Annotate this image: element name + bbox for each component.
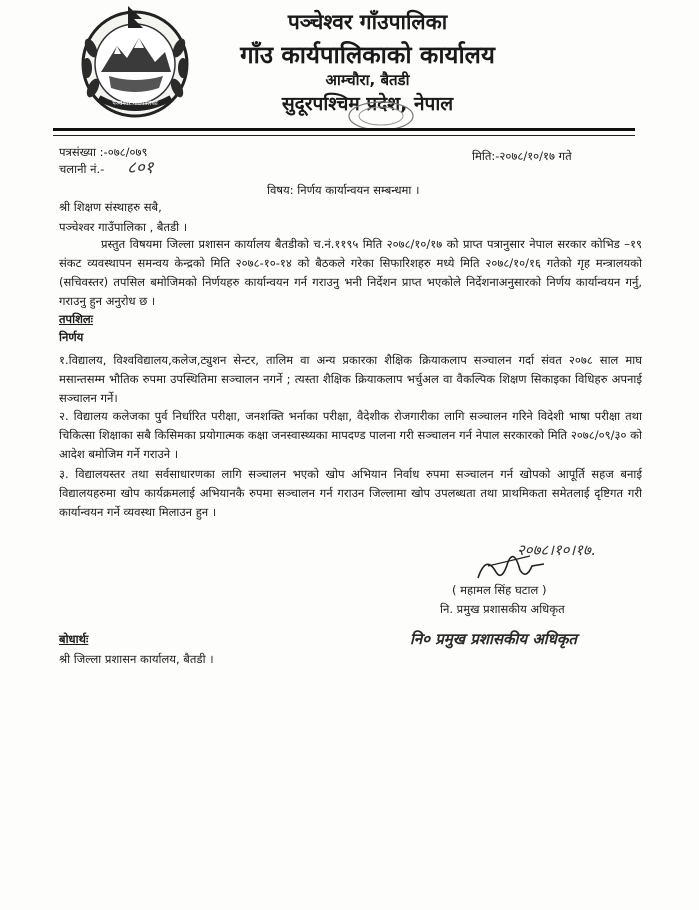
recipient-line-1: श्री शिक्षण संस्थाहरु सबै, bbox=[59, 200, 162, 214]
nirnaya-heading: निर्णय bbox=[59, 330, 84, 344]
tapasil-heading: तपशिलः bbox=[59, 312, 94, 326]
cc-recipient: श्री जिल्ला प्रशासन कार्यालय, बैतडी । bbox=[59, 652, 214, 666]
decision-item-2: २. विद्यालय कलेजका पुर्व निर्धारित परीक्षा, जनशक्ति भर्नाका परीक्षा, वैदेशीक रोजगारीका लागि सञ्चालन गरिने विदेशी भाषा परीक्षा तथा चिकित्सा शिक्षाका सबै किसिमका प्रयोगात्मक कक्षा जनस्वास्थ्यका मापदण्ड पालना गरी सञ्चालन गर्न नेपाल सरकारको मिति २०७८/०९/३० को आदेश बमोजिम गर्ने गराउने । bbox=[59, 409, 642, 461]
header-rule-thin bbox=[53, 135, 635, 136]
signatory-name: ( महामल सिंह घटाल ) bbox=[452, 583, 547, 597]
header-office-name: गाँउ कार्यपालिकाको कार्यालय bbox=[240, 41, 495, 69]
recipient-line-2: पञ्चेश्वर गाउँपालिका , बैतडी । bbox=[59, 220, 188, 234]
header-municipality-name: पञ्चेश्वर गाँउपालिका bbox=[287, 10, 448, 34]
emblem-caption: पञ्चेश्वर गाउँपालिका bbox=[112, 100, 158, 107]
subject-line: विषय: निर्णय कार्यान्वयन सम्बन्धमा । bbox=[267, 183, 420, 197]
decision-item-3: ३. विद्यालयस्तर तथा सर्वसाधारणका लागि सञ्चालन भएको खोप अभियान निर्वाध रुपमा सञ्चालन गर्न खोपको आपूर्ति सहज बनाई विद्यालयहरुमा खोप कार्यक्रमलाई अभियानकै रुपमा सञ्चालन गर्न गराउन जिल्लामा खोप उपलब्धता तथा प्राथमिकता समेतलाई दृष्टिगत गरी कार्यान्वयन गर्ने व्यवस्था मिलाउन हुन । bbox=[59, 467, 642, 519]
reference-number: पत्रसंख्या :-०७८/०७९ bbox=[59, 145, 148, 159]
cc-label: बोधार्थः bbox=[59, 632, 89, 646]
decision-item-1: १.विद्यालय, विश्वविद्यालय,कलेज,ट्युशन सेन्टर, तालिम वा अन्य प्रकारका शैक्षिक क्रियाकलाप सञ्चालन गर्दा संवत २०७८ साल माघ मसान्तसम्म भौतिक रुपमा उपस्थितिमा सञ्चालन नगर्ने ; त्यस्ता शैक्षिक क्रियाकलाप भर्चुअल वा वैकल्पिक शिक्षण सिकाइका विधिहरु अपनाई सञ्चालन गर्ने। bbox=[59, 353, 642, 405]
signature-date: २०७८।१०।१७. bbox=[517, 541, 596, 559]
header-province: सुदूरपश्चिम प्रदेश, नेपाल bbox=[281, 93, 454, 115]
header-address: आम्चौरा, बैतडी bbox=[325, 71, 410, 89]
header-rule-thick bbox=[53, 128, 635, 131]
signatory-title: नि. प्रमुख प्रशासकीय अधिकृत bbox=[440, 602, 565, 616]
officer-stamp: नि० प्रमुख प्रशासकीय अधिकृत bbox=[410, 630, 577, 648]
dispatch-number: ८०१ bbox=[127, 158, 154, 178]
intro-paragraph: प्रस्तुत विषयमा जिल्ला प्रशासन कार्यालय बैतडीको च.नं.११९५ मिति २०७८/१०/१७ को प्राप्त पत्रानुसार नेपाल सरकार कोभिड –१९ संकट व्यवस्थापन समन्वय केन्द्रको मिति २०७८-१०-१४ को बैठकले गरेका सिफारिशहरु मध्ये मिति २०७८/१०/१६ गतेको गृह मन्त्रालयको (सचिवस्तर) तपसिल बमोजिमको निर्णयहरु कार्यान्वयन गर्न गराउनु भनी निर्देशन प्राप्त भएकोले निर्देशनाअनुसारको निर्णय कार्यान्वयन गर्नु, गराउनु हुन अनुरोध छ । bbox=[59, 237, 642, 308]
dispatch-label: चलानी नं.- bbox=[59, 162, 105, 176]
letter-date: मिति:-२०७८/१०/१७ गते bbox=[472, 149, 572, 163]
